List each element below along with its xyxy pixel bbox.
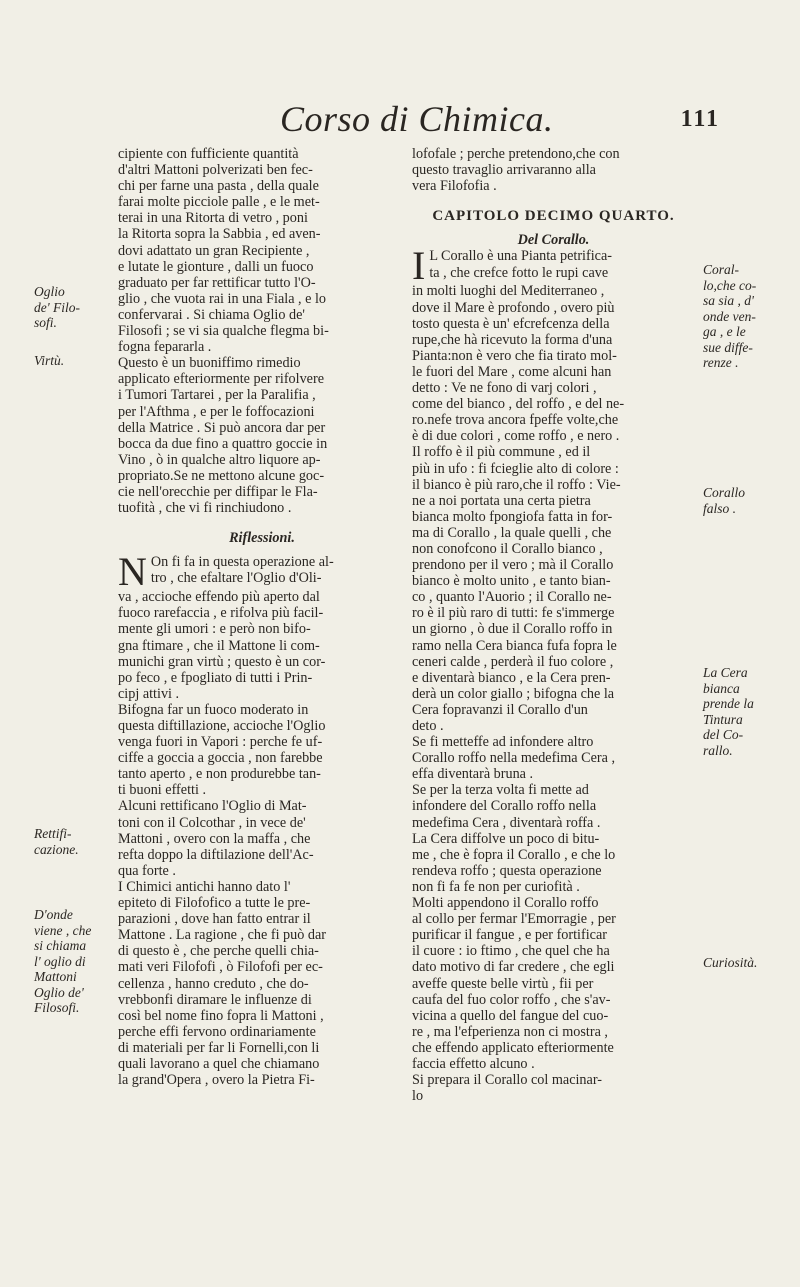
margin-note-line: Corallo (703, 485, 746, 500)
text-line: gna ftimare , che il Mattone li com- (118, 637, 320, 654)
text-line: che effendo applicato efteriormente (412, 1039, 614, 1056)
text-line: dato motivo di far credere , che egli (412, 959, 615, 976)
margin-note-line: Coral- (703, 262, 740, 277)
margin-note-line: rallo. (703, 742, 733, 758)
margin-note-line: lo,che co- (703, 277, 757, 293)
left-column (118, 146, 406, 1088)
text-line: ta , che crefce fotto le rupi cave (429, 264, 609, 281)
text-line: cie nell'orecchie per diffipar le Fla- (118, 483, 318, 500)
text-line: refta doppo la diftilazione dell'Ac- (118, 846, 314, 863)
text-line: d'altri Mattoni polverizati ben fec- (118, 162, 313, 179)
margin-note-line: Rettifi- (34, 826, 72, 841)
text-line: più in ufo : fi fcieglie alto di colore : (412, 460, 619, 477)
text-line: vera Filofofia . (412, 178, 497, 195)
text-line: detto : Ve ne fono di varj colori , (412, 380, 597, 397)
text-line: bianco è molto unito , e tanto bian- (412, 573, 611, 590)
text-line: cipiente con fufficiente quantità (118, 146, 299, 162)
text-line: farai molte picciole palle , e le met- (118, 194, 320, 211)
text-line: chi per farne una pasta , della quale (118, 178, 319, 195)
text-line: Molti appendono il Corallo roffo (412, 895, 599, 912)
text-line: ne a noi portata una certa pietra (412, 492, 591, 509)
margin-note-line: sa sia , d' (703, 293, 754, 308)
text-line: il cuore : io ftimo , che quel che ha (412, 943, 610, 960)
text-line: tosto questa è un' efcrefcenza della (412, 315, 610, 332)
left-block-1 (118, 146, 406, 516)
text-line: in molti luoghi del Mediterraneo , (412, 283, 605, 300)
text-line: prendono per il vero ; mà il Corallo (412, 557, 614, 574)
margin-note-rettificazione (34, 826, 79, 857)
margin-note-line: Tintura (703, 711, 743, 727)
text-line: qua forte . (118, 862, 176, 879)
margin-note-curiosita (703, 955, 757, 971)
text-line: Alcuni rettificano l'Oglio di Mat- (118, 798, 307, 815)
text-line: effa diventarà bruna . (412, 766, 534, 783)
corallo-paragraph (412, 248, 695, 283)
margin-note-line: onde ven- (703, 308, 756, 324)
text-line: toni con il Colcothar , in vece de' (118, 814, 306, 831)
text-line: vrebbonfi diramare le influenze di (118, 991, 312, 1008)
text-line: di materiali per far li Fornelli,con li (118, 1039, 320, 1056)
text-line: derà un color giallo ; bifogna che la (412, 685, 615, 702)
text-line: bianca molto fpongiofa fatta in for- (412, 508, 613, 525)
text-line: glio , che vuota rai in una Fiala , e lo (118, 290, 327, 307)
text-line: Si prepara il Corallo col macinar- (412, 1072, 602, 1089)
text-line: co , quanto l'Auorio ; il Corallo ne- (412, 589, 612, 606)
text-line: la grand'Opera , overo la Pietra Fi- (118, 1072, 315, 1089)
text-line: ceneri calde , perderà il fuo colore , (412, 653, 614, 670)
text-line: graduato per far rettificar tutto l'O- (118, 274, 316, 291)
text-line: mati veri Filofofi , ò Filofofi per ec- (118, 959, 323, 976)
text-line: aveffe queste belle virtù , fii per (412, 975, 594, 992)
text-line: è di due colori , come roffo , e nero . (412, 428, 620, 445)
margin-note-line: prende la (703, 696, 754, 711)
margin-note-line: Mattoni (34, 969, 77, 984)
text-line: ti buoni effetti . (118, 782, 206, 799)
margin-note-line: sue diffe- (703, 339, 753, 355)
text-line: Corallo roffo nella medefima Cera , (412, 750, 616, 767)
text-line: tro , che efaltare l'Oglio d'Oli- (150, 570, 322, 587)
text-line: Vino , ò in qualche altro liquore ap- (118, 451, 321, 468)
text-line: La Cera diffolve un poco di bitu- (412, 830, 600, 847)
subheading-corallo: Del Corallo. (517, 232, 590, 249)
text-line: ro.nefe trova ancora fpeffe volte,che (412, 412, 619, 429)
text-line: così bel nome fino fopra li Mattoni , (118, 1007, 324, 1024)
text-line: faccia effetto alcuno . (412, 1055, 535, 1072)
margin-note-cera (703, 665, 754, 758)
text-line: per l'Afthma , e per le foffocazioni (118, 403, 315, 420)
text-line: non fi fa fe non per curiofità . (412, 878, 580, 895)
margin-note-line: La Cera (703, 665, 748, 680)
margin-note-line: Oglio (34, 284, 65, 299)
text-line: questo travaglio arrivaranno alla (412, 162, 596, 179)
text-line: Filosofi ; se vi sia qualche flegma bi- (118, 323, 329, 340)
text-line: dovi adattato un gran Recipiente , (118, 242, 310, 259)
margin-note-falso (703, 485, 745, 516)
riflessioni-paragraph (118, 554, 406, 589)
text-line: munichi gran virtù ; questo è un cor- (118, 653, 326, 670)
margin-note-line: si chiama (34, 938, 87, 953)
text-line: cellenza , hanno creduto , che do- (118, 975, 309, 992)
text-line: rupe,che hà ricevuto la forma d'una (412, 331, 613, 348)
drop-cap-i: I (412, 248, 426, 284)
text-line: come del bianco , del roffo , e del ne- (412, 396, 625, 413)
text-line: mente gli umori : e però non bifo- (118, 621, 311, 638)
text-line: confervarai . Si chiama Oglio de' (118, 306, 305, 323)
margin-note-line: bianca (703, 680, 740, 696)
text-line: non conofcono il Corallo bianco , (412, 540, 603, 557)
text-line: cipj attivi . (118, 685, 180, 702)
text-line: fogna fepararla . (118, 339, 212, 356)
text-line: purificar il fangue , e per fortificar (412, 927, 607, 944)
text-line: i Tumori Tartarei , per la Paralifia , (118, 387, 316, 404)
text-line: propriato.Se ne mettono alcune goc- (118, 467, 325, 484)
text-line: le fuori del Mare , come alcuni han (412, 363, 612, 380)
riflessioni-first-lines (118, 554, 406, 586)
margin-note-line: Curiosità. (703, 955, 758, 970)
margin-note-corallo (703, 262, 756, 371)
text-line: applicato efteriormente per rifolvere (118, 371, 325, 388)
margin-note-line: viene , che (34, 922, 92, 938)
text-line: me , che è fopra il Corallo , e che lo (412, 846, 616, 863)
text-line: quali lavorano a quel che chiamano (118, 1055, 320, 1072)
text-line: fuoco rarefaccia , e rifolva più facil- (118, 605, 324, 622)
text-line: ramo nella Cera bianca fufa fopra le (412, 637, 617, 654)
text-line: la Ritorta sopra la Sabbia , ed aven- (118, 226, 321, 243)
margin-note-line: D'onde (34, 907, 73, 922)
text-line: ro è il più raro di tutti: fe s'immerge (412, 605, 615, 622)
left-block-2 (118, 589, 406, 1088)
margin-note-line: ga , e le (703, 324, 746, 339)
page-header (280, 98, 720, 142)
text-line: e diventarà bianco , e la Cera pren- (412, 669, 611, 686)
text-line: On fi fa in questa operazione al- (150, 554, 334, 571)
text-line: va , accioche effendo più aperto dal (118, 589, 320, 606)
drop-cap-n: N (118, 554, 147, 590)
right-block-1 (412, 146, 695, 194)
margin-note-line: Filosofi. (34, 1000, 80, 1015)
margin-note-line: Oglio de' (34, 984, 84, 1000)
text-line: Mattoni , overo con la maffa , che (118, 830, 311, 847)
text-line: al collo per fermar l'Emorragie , per (412, 911, 616, 928)
text-line: un giorno , ò due il Corallo roffo in (412, 621, 613, 638)
text-line: questa diftillazione, accioche l'Oglio (118, 718, 326, 734)
text-line: bocca da due fino a quattro goccie in (118, 435, 328, 452)
subheading-riflessioni: Riflessioni. (229, 530, 295, 547)
text-line: parazioni , dove han fatto entrar il (118, 911, 311, 928)
margin-note-line: del Co- (703, 727, 744, 742)
chapter-title: CAPITOLO DECIMO QUARTO. (432, 208, 675, 225)
text-line: Se per la terza volta fi mette ad (412, 782, 589, 799)
text-line: e lutate le gionture , dalli un fuoco (118, 258, 314, 275)
margin-note-donde (34, 907, 91, 1016)
text-line: caufa del fuo color roffo , che s'av- (412, 991, 611, 1008)
text-line: lofofale ; perche pretendono,che con (412, 146, 620, 162)
text-line: I Chimici antichi hanno dato l' (118, 878, 291, 895)
text-line: Questo è un buoniffimo rimedio (118, 355, 301, 372)
text-line: L Corallo è una Pianta petrifica- (429, 248, 612, 265)
text-line: tuofità , che vi fi rinchiudono . (118, 500, 292, 517)
text-line: po feco , e fpogliato di tutti i Prin- (118, 669, 313, 686)
text-line: dove il Mare è profondo , overo più (412, 299, 615, 316)
text-line: rendeva roffo ; questa operazione (412, 862, 602, 879)
text-line: deto . (412, 718, 444, 734)
text-line: della Matrice . Si può ancora dar per (118, 419, 326, 436)
text-line: re , ma l'efperienza non ci mostra , (412, 1023, 608, 1040)
margin-note-line: cazione. (34, 841, 79, 857)
margin-note-oglio (34, 284, 80, 331)
margin-note-line: renze . (703, 355, 739, 370)
margin-note-line: de' Filo- (34, 299, 80, 315)
margin-note-virtu (34, 353, 64, 369)
text-line: perche effi fervono ordinariamente (118, 1023, 316, 1040)
text-line: terai in una Ritorta di vetro , poni (118, 210, 308, 227)
text-line: ma di Corallo , la quale quelli , che (412, 524, 612, 541)
margin-note-line: l' oglio di (34, 953, 86, 969)
corallo-first-lines (412, 248, 695, 280)
text-line: di questo è , che perche quelli chia- (118, 943, 319, 960)
text-line: il bianco è più raro,che il roffo : Vie- (412, 476, 621, 493)
right-block-2 (412, 283, 695, 1104)
text-line: epiteto di Filofofico a tutte le pre- (118, 895, 311, 912)
text-line: Il roffo è il più commune , ed il (412, 444, 591, 461)
text-line: infondere del Corallo roffo nella (412, 798, 597, 815)
margin-note-line: sofi. (34, 315, 57, 330)
text-line: Cera fopravanzi il Corallo d'un (412, 701, 588, 718)
text-line: venga fuori in Vapori : perche fe uf- (118, 734, 323, 751)
margin-note-line: Virtù. (34, 353, 65, 368)
text-line: Bifogna far un fuoco moderato in (118, 701, 309, 718)
right-column (412, 146, 695, 1104)
text-line: ciffe a goccia a goccia , non farebbe (118, 750, 323, 767)
text-line: Pianta:non è vero che fia tirato mol- (412, 347, 617, 364)
text-line: Se fi metteffe ad infondere altro (412, 734, 594, 751)
margin-note-line: falso . (703, 500, 737, 516)
text-line: tanto aperto , e non produrebbe tan- (118, 766, 321, 783)
page-number: 111 (680, 106, 720, 132)
text-line: medefima Cera , diventarà roffa . (412, 814, 601, 831)
text-line: Mattone . La ragione , che fi può dar (118, 927, 327, 944)
text-line: vicina a quello del fangue del cuo- (412, 1007, 609, 1024)
running-title: Corso di Chimica. (280, 99, 554, 139)
text-line: lo (412, 1088, 424, 1105)
